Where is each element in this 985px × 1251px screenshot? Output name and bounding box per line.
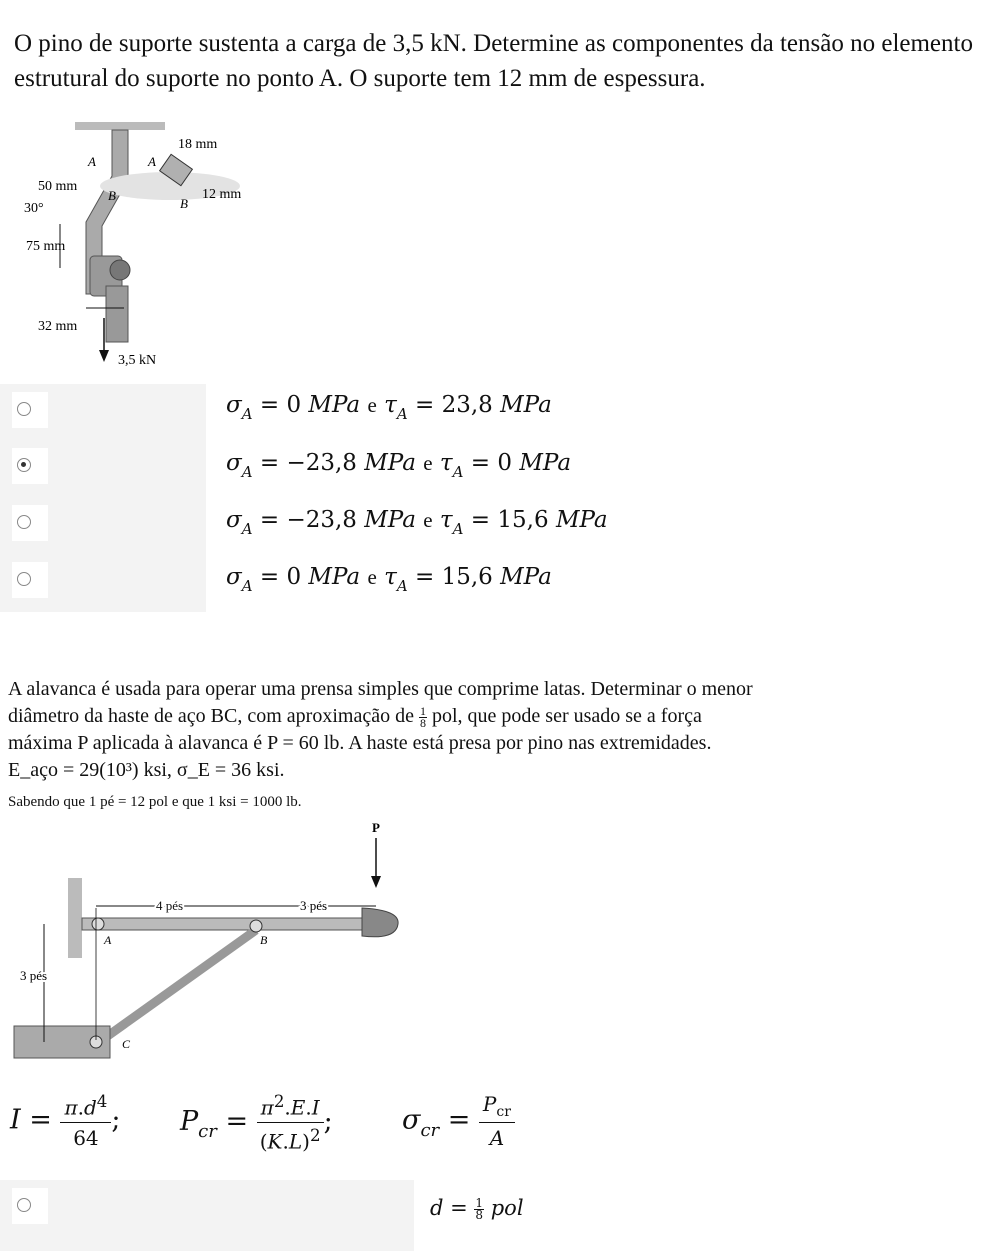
label-b-right: B	[180, 196, 188, 211]
load-label: 3,5 kN	[118, 353, 157, 368]
fraction-one-eighth: $\frac{1}{8}$	[419, 703, 426, 730]
dim-50mm: 50 mm	[38, 179, 78, 194]
force-p-head	[371, 876, 381, 888]
label-b: B	[260, 933, 268, 947]
q2-option-1[interactable]	[12, 1188, 48, 1224]
option-1[interactable]	[12, 392, 48, 428]
q1-line-2: estrutural do suporte no ponto A. O suporte tem 12 mm de espessura.	[14, 65, 706, 92]
hand-grip	[362, 908, 398, 937]
question-2-text	[8, 676, 868, 784]
dim-18mm: 18 mm	[178, 137, 218, 152]
options-panel-q2	[0, 1180, 414, 1251]
angle-30: 30°	[24, 201, 44, 216]
radio-q2-option-1[interactable]	[17, 1198, 31, 1212]
radio-option-1[interactable]	[17, 402, 31, 416]
formula-critical-load: $P_{cr}$ = $\frac{\pi^2.E.I}{(K.L)^2}$ ;	[180, 1092, 333, 1154]
q2-line-4: E_aço = 29(10³) ksi, σ_E = 36 ksi.	[8, 759, 285, 781]
label-b-left: B	[108, 188, 116, 203]
question-1-text	[14, 26, 979, 96]
radio-option-3[interactable]	[17, 515, 31, 529]
q2-line-1: A alavanca é usada para operar uma prensa simples que comprime latas. Determinar o menor	[8, 678, 753, 700]
rod-bc	[102, 930, 256, 1040]
ceiling-support	[75, 122, 165, 130]
label-3ft-side: 3 pés	[20, 968, 48, 983]
label-4ft: 4 pés	[156, 898, 184, 913]
radio-option-2[interactable]	[17, 458, 31, 472]
label-p: P	[372, 820, 380, 835]
load-arrow-head	[99, 350, 109, 362]
option-1-text: $\sigma_A = 0$ MPa e $\tau_A = 23,8$ MPa	[226, 392, 552, 423]
q2-line-2: diâmetro da haste de aço BC, com aproximação de $\frac{1}{8}$ pol, que pode ser usado se a força	[8, 703, 702, 730]
option-3-text: $\sigma_A = -23,8$ MPa e $\tau_A = 15,6$ MPa	[226, 507, 608, 538]
lever-figure	[10, 818, 410, 1073]
option-4[interactable]	[12, 562, 48, 598]
dim-12mm: 12 mm	[202, 187, 242, 202]
label-a: A	[104, 933, 112, 947]
hanger	[106, 286, 128, 342]
dim-75mm: 75 mm	[26, 239, 66, 254]
dim-32mm: 32 mm	[38, 319, 78, 334]
bracket-figure	[20, 118, 280, 378]
pin-a	[92, 918, 104, 930]
option-2[interactable]	[12, 448, 48, 484]
radio-option-4[interactable]	[17, 572, 31, 586]
option-3[interactable]	[12, 505, 48, 541]
option-2-text: $\sigma_A = -23,8$ MPa e $\tau_A = 0$ MPa	[226, 450, 572, 481]
q2-note: Sabendo que 1 pé = 12 pol e que 1 ksi = 1000 lb.	[8, 794, 302, 810]
label-a-left: A	[88, 154, 96, 169]
formula-critical-stress: $\sigma_{cr}$ = $P_{cr}$ A	[402, 1092, 515, 1150]
q2-option-1-text: d = $\frac{1}{8}$ pol	[430, 1196, 524, 1222]
pin-b	[250, 920, 262, 932]
label-a-right: A	[148, 154, 156, 169]
pin	[110, 260, 130, 280]
label-c: C	[122, 1037, 131, 1051]
option-4-text: $\sigma_A = 0$ MPa e $\tau_A = 15,6$ MPa	[226, 564, 552, 595]
q2-line-3: máxima P aplicada à alavanca é P = 60 lb. A haste está presa por pino nas extremidades.	[8, 732, 712, 754]
wall-a	[68, 878, 82, 958]
formula-inertia: I = $\frac{\pi.d^4}{64}$ ;	[10, 1092, 121, 1150]
q1-line-1: O pino de suporte sustenta a carga de 3,5 kN. Determine as componentes da tensão no elemento	[14, 30, 973, 57]
lever-arm	[82, 918, 382, 930]
label-3ft-top: 3 pés	[300, 898, 328, 913]
